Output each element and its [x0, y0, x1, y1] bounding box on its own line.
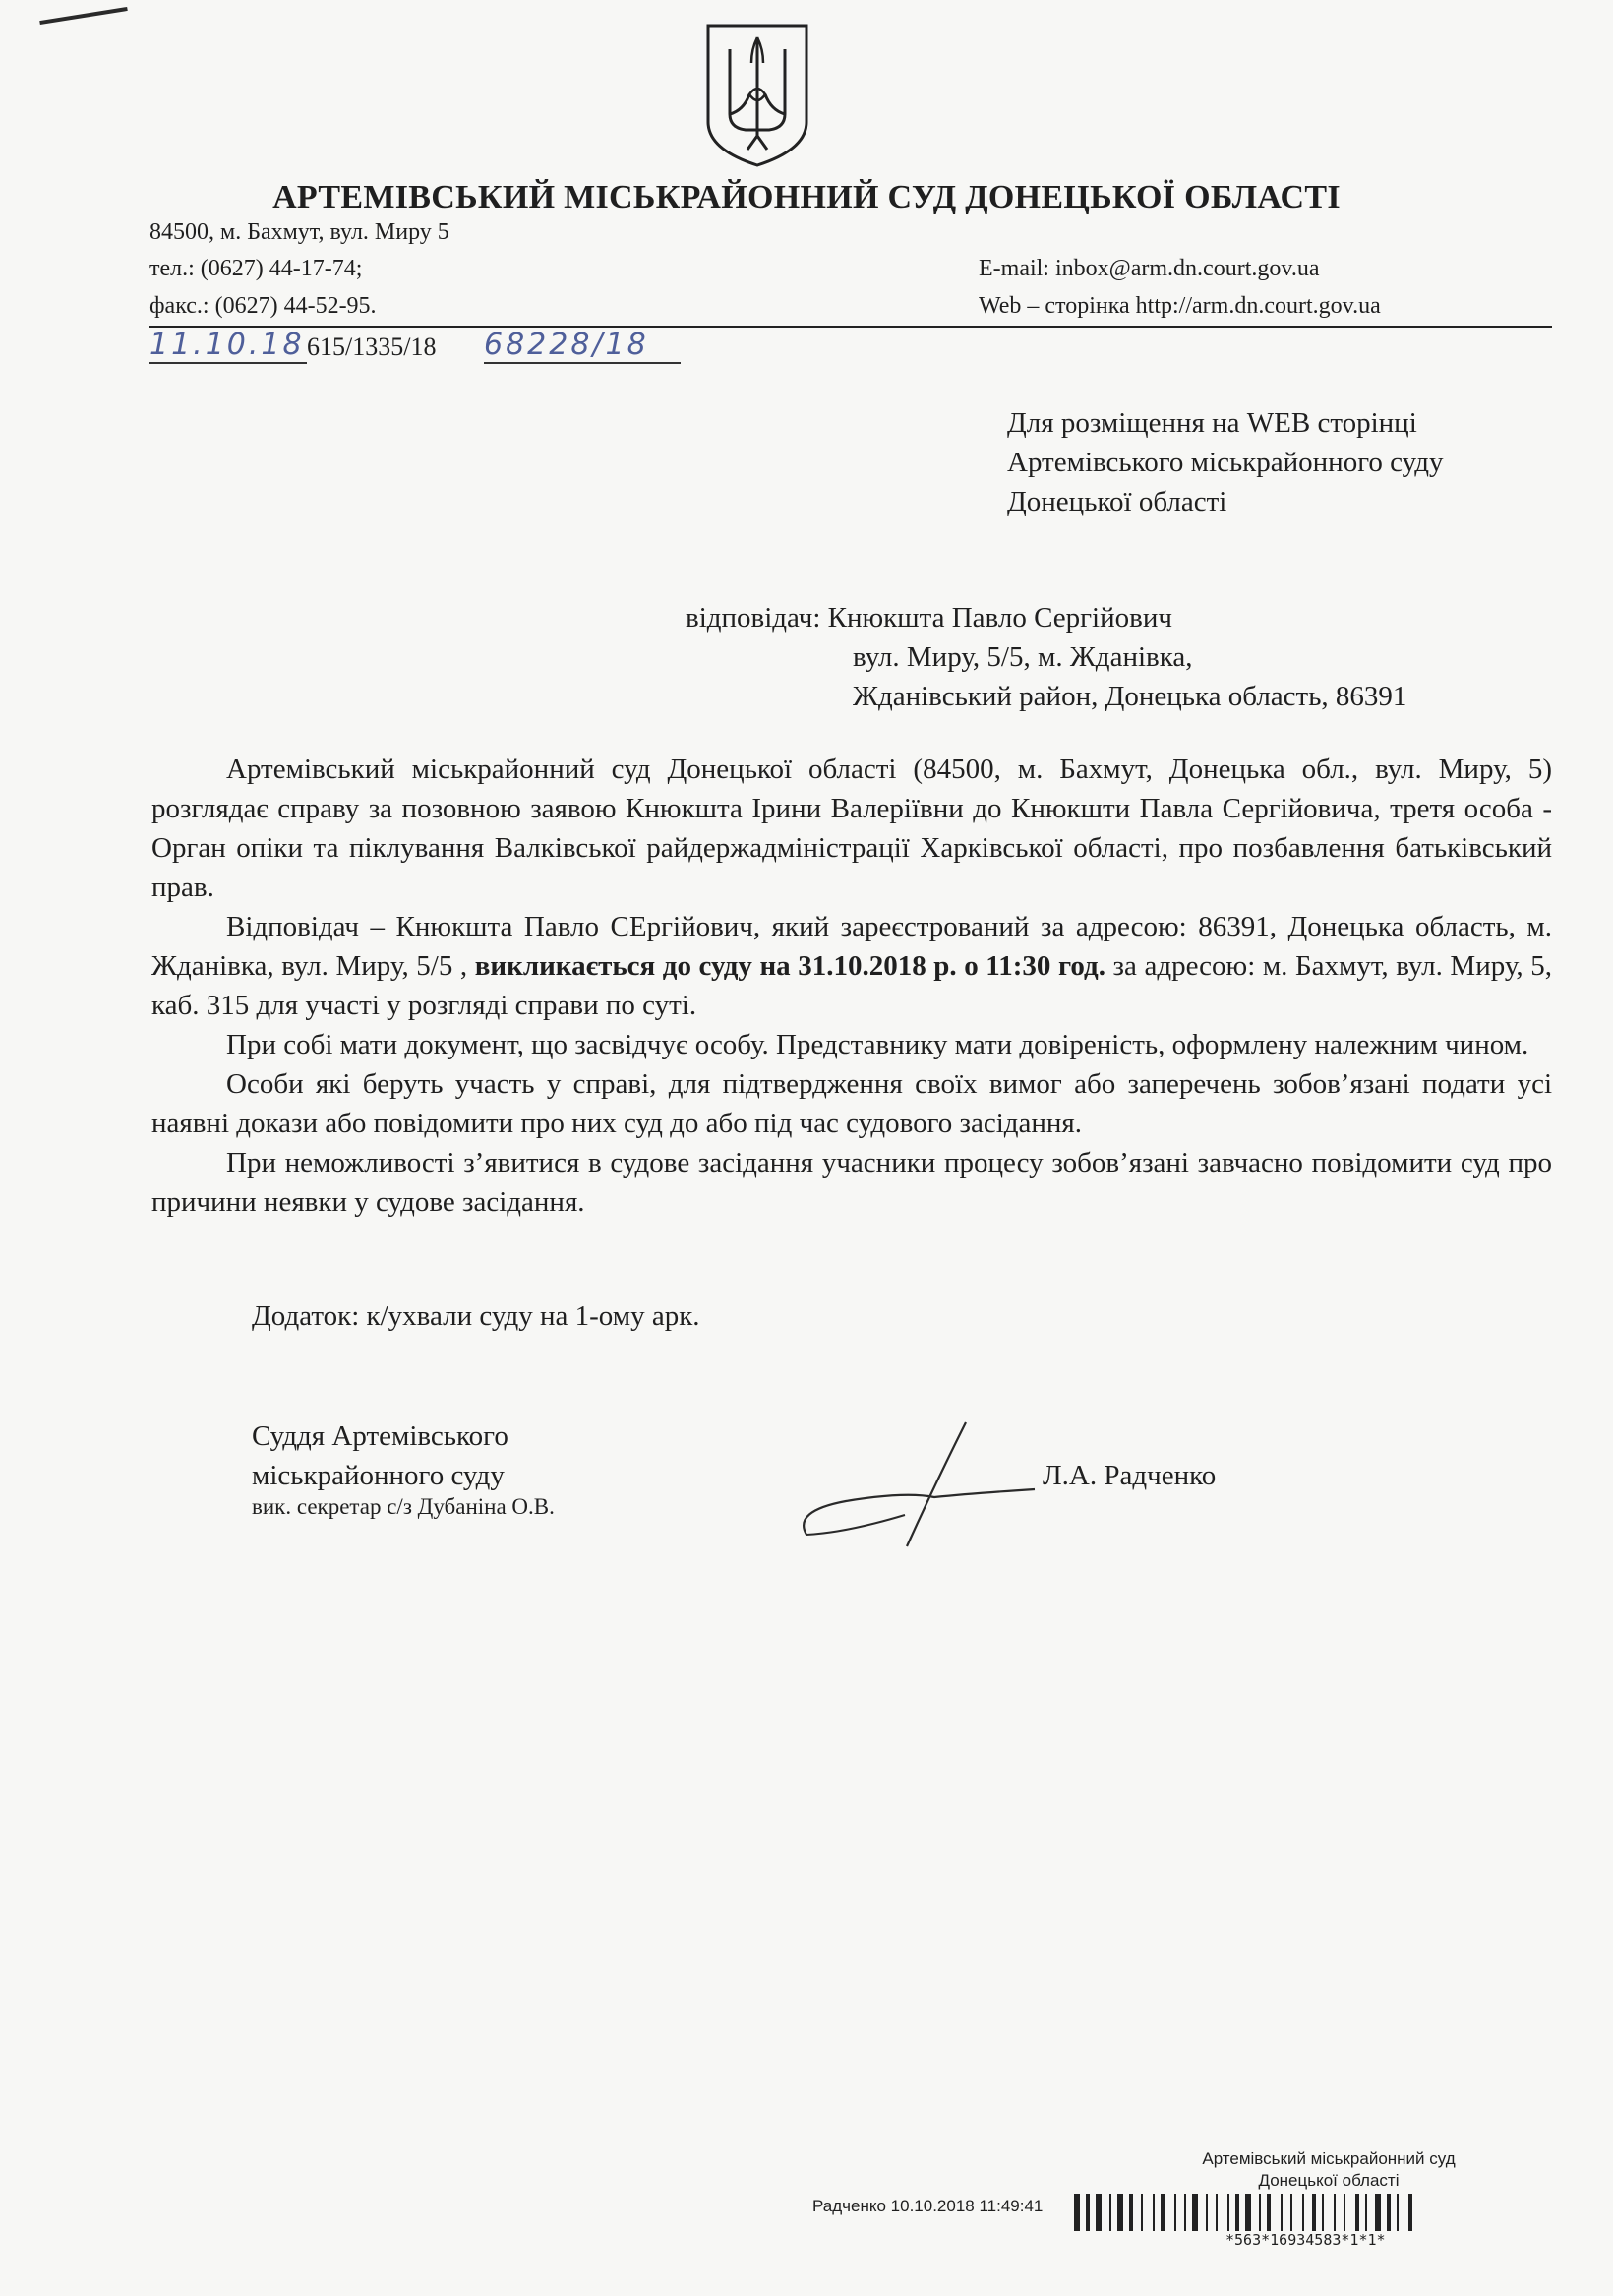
- court-phone: тел.: (0627) 44-17-74;: [149, 256, 363, 281]
- barcode-bar: [1216, 2194, 1218, 2231]
- appendix-note: Додаток: к/ухвали суду на 1-ому арк.: [252, 1300, 700, 1332]
- barcode-bar: [1184, 2194, 1186, 2231]
- barcode-bar: [1387, 2194, 1391, 2231]
- corner-pen-mark: [39, 7, 128, 25]
- court-website: Web – сторінка http://arm.dn.court.gov.ua: [979, 293, 1381, 319]
- barcode-bar: [1375, 2194, 1381, 2231]
- respondent-address-line: Жданівський район, Донецька область, 86391: [853, 681, 1407, 712]
- stamp-user-timestamp: Радченко 10.10.2018 11:49:41: [812, 2197, 1044, 2215]
- handwritten-date: 11.10.18: [149, 329, 307, 364]
- barcode-bar: [1206, 2194, 1208, 2231]
- coat-of-arms-icon: [700, 20, 814, 169]
- stamp-court-line: Донецької області: [1258, 2171, 1400, 2190]
- barcode-bar: [1344, 2194, 1345, 2231]
- respondent-address-line: вул. Миру, 5/5, м. Жданівка,: [853, 641, 1193, 673]
- barcode-bar: [1141, 2194, 1143, 2231]
- barcode-bar: [1117, 2194, 1123, 2231]
- judge-title: [252, 1417, 508, 1495]
- barcode-bar: [1302, 2194, 1304, 2231]
- respondent-name: Кнюкшта Павло Сергійович: [827, 602, 1172, 634]
- judge-name: Л.А. Радченко: [1043, 1460, 1217, 1491]
- judge-title-line: міськрайонного суду: [252, 1460, 505, 1491]
- placement-line: Для розміщення на WEB сторінці: [1007, 407, 1417, 439]
- barcode-bar: [1322, 2194, 1324, 2231]
- barcode-bar: [1074, 2194, 1080, 2231]
- summons-text: Відповідач – Кнюкшта Павло СЕргійович, який зареєстрований за адресою: 86391, Донецька область, м. Жданівка, вул. Миру, 5/5 ,: [151, 911, 1552, 982]
- respondent-label: відповідач:: [686, 602, 821, 634]
- electronic-stamp-court: [1176, 2148, 1481, 2192]
- barcode-bar: [1312, 2194, 1316, 2231]
- barcode-bar: [1397, 2194, 1399, 2231]
- judge-title-line: Суддя Артемівського: [252, 1420, 508, 1452]
- barcode-bar: [1192, 2194, 1198, 2231]
- outgoing-number: 615/1335/18: [307, 332, 437, 361]
- barcode-bar: [1245, 2194, 1251, 2231]
- barcode-bar: [1174, 2194, 1176, 2231]
- barcode-code: *563*16934583*1*1*: [1225, 2231, 1386, 2249]
- summons-paragraph: [151, 907, 1552, 1025]
- body-paragraph: Артемівський міськрайонний суд Донецької області (84500, м. Бахмут, Донецька обл., вул. Миру, 5) розглядає справу за позовною заявою Кнюкшта Ірини Валеріївни до Кнюкшти Павла Сергійовича, третя особа - Орган опіки та піклування Валківської райдержадміністрації Харківської області, про позбавлення батьківський прав.: [151, 754, 1552, 903]
- barcode-bar: [1227, 2194, 1229, 2231]
- barcode-bar: [1281, 2194, 1283, 2231]
- placement-note: [1007, 403, 1444, 521]
- barcode-bar: [1290, 2194, 1292, 2231]
- barcode-bar: [1153, 2194, 1155, 2231]
- court-address: 84500, м. Бахмут, вул. Миру 5: [149, 219, 449, 245]
- barcode-bar: [1235, 2194, 1239, 2231]
- barcode-bar: [1086, 2194, 1090, 2231]
- barcode-bar: [1109, 2194, 1111, 2231]
- summons-text: за адресою: м. Бахмут, вул. Миру, 5, каб. 315 для участі у розгляді справи по суті.: [151, 950, 1553, 1021]
- secretary-name: вик. секретар с/з Дубаніна О.В.: [252, 1494, 555, 1519]
- placement-line: Артемівського міськрайонного суду: [1007, 447, 1444, 478]
- stamp-court-line: Артемівський міськрайонний суд: [1202, 2149, 1456, 2168]
- body-paragraph: Особи які беруть участь у справі, для підтвердження своїх вимог або заперечень зобов’язані подати усі наявні докази або повідомити про них суд до або під час судового засідання.: [151, 1068, 1552, 1139]
- respondent-block: [686, 598, 1406, 716]
- barcode-bar: [1365, 2194, 1367, 2231]
- barcode-bar: [1129, 2194, 1133, 2231]
- barcode-icon: [1074, 2194, 1556, 2231]
- barcode-bar: [1334, 2194, 1336, 2231]
- court-fax: факс.: (0627) 44-52-95.: [149, 293, 377, 319]
- barcode-bar: [1267, 2194, 1271, 2231]
- handwritten-signature: [787, 1417, 1043, 1554]
- court-name-heading: АРТЕМІВСЬКИЙ МІСЬКРАЙОННИЙ СУД ДОНЕЦЬКОЇ ОБЛАСТІ: [272, 179, 1341, 215]
- barcode-bar: [1259, 2194, 1261, 2231]
- handwritten-incoming-number: 68228/18: [484, 329, 681, 364]
- barcode-bar: [1096, 2194, 1102, 2231]
- placement-line: Донецької області: [1007, 486, 1227, 517]
- body-paragraph: При неможливості з’явитися в судове засідання учасники процесу зобов’язані завчасно повідомити суд про причини неявки у судове засідання.: [151, 1147, 1552, 1218]
- body-paragraph: При собі мати документ, що засвідчує особу. Представнику мати довіреність, оформлену належним чином.: [226, 1029, 1529, 1060]
- court-email: E-mail: inbox@arm.dn.court.gov.ua: [979, 256, 1320, 281]
- summons-date-bold: викликається до суду на 31.10.2018 р. о 11:30 год.: [474, 950, 1105, 982]
- barcode-bar: [1408, 2194, 1412, 2231]
- letter-body: [151, 750, 1552, 1222]
- barcode-bar: [1161, 2194, 1165, 2231]
- barcode-bar: [1355, 2194, 1359, 2231]
- registration-line: [149, 329, 700, 364]
- header-divider: [149, 326, 1552, 328]
